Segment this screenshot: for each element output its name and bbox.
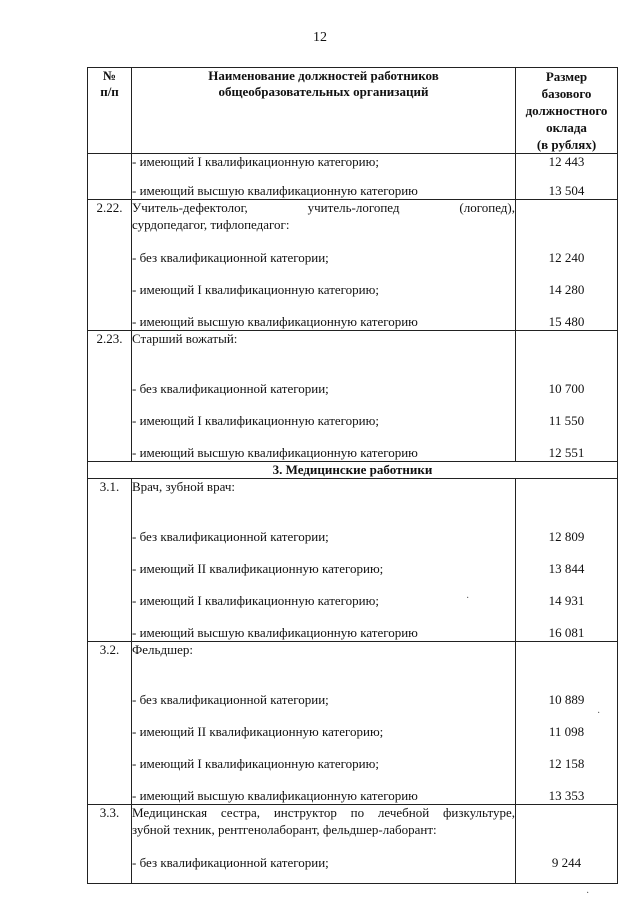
- scan-speck: ·: [466, 593, 470, 604]
- category-item: - имеющий I квалификационную категорию;: [132, 282, 379, 297]
- category-item: - без квалификационной категории;: [132, 855, 329, 870]
- header-amount-line-2: базового: [541, 86, 592, 101]
- header-name-line-1: Наименование должностей работников: [208, 68, 439, 83]
- category-item: - без квалификационной категории;: [132, 250, 329, 265]
- table-row-continuation: [88, 154, 618, 200]
- position-title-line: Медицинская сестра, инструктор по лечебной физкультуре,: [132, 805, 515, 820]
- header-amount-line-1: Размер: [545, 69, 588, 84]
- category-item: - без квалификационной категории;: [132, 692, 329, 707]
- position-title-line: Старший вожатый:: [132, 331, 238, 346]
- row-number: 2.22.: [88, 200, 132, 331]
- section-title: 3. Медицинские работники: [88, 462, 618, 479]
- row-amount-cell: [516, 331, 618, 462]
- header-number: [88, 68, 132, 154]
- row-name-cell: [132, 479, 516, 642]
- header-number-symbol: №: [102, 68, 117, 83]
- row-amount-cell: [516, 200, 618, 331]
- category-item: - имеющий высшую квалификационную категорию: [132, 788, 418, 803]
- position-title-line: Врач, зубной врач:: [132, 479, 235, 494]
- row-amount-cell: [516, 154, 618, 200]
- header-amount-line-5: (в рублях): [536, 137, 597, 152]
- salary-value: 9 244: [551, 855, 582, 870]
- page-number: 12: [313, 30, 327, 45]
- salary-value: 13 504: [548, 183, 585, 198]
- category-item: - имеющий I квалификационную категорию;: [132, 154, 379, 169]
- position-title-line: зубной техник, рентгенолаборант, фельдшер-лаборант:: [132, 822, 437, 837]
- category-item: - без квалификационной категории;: [132, 529, 329, 544]
- salary-value: 12 809: [548, 529, 585, 544]
- category-item: - имеющий II квалификационную категорию;: [132, 561, 384, 576]
- row-amount-cell: [516, 642, 618, 805]
- salary-value: 14 280: [548, 282, 585, 297]
- category-item: - имеющий высшую квалификационную категорию: [132, 314, 418, 329]
- scan-speck: ·: [586, 888, 590, 899]
- category-item: - имеющий высшую квалификационную категорию: [132, 445, 418, 460]
- category-item: - имеющий II квалификационную категорию;: [132, 724, 384, 739]
- category-item: - имеющий высшую квалификационную категорию: [132, 625, 418, 640]
- table-row: [88, 642, 618, 805]
- header-amount-line-4: оклада: [546, 120, 587, 135]
- salary-value: 10 700: [548, 381, 585, 396]
- salary-value: 10 889: [548, 692, 585, 707]
- salary-value: 12 158: [548, 756, 585, 771]
- section-header-row: [88, 462, 618, 479]
- salary-value: 12 443: [548, 154, 585, 169]
- table-row: [88, 200, 618, 331]
- row-name-cell: [132, 331, 516, 462]
- row-number: 3.3.: [88, 805, 132, 884]
- row-number: 3.2.: [88, 642, 132, 805]
- salary-value: 13 353: [548, 788, 585, 803]
- table-row: [88, 331, 618, 462]
- salary-value: 14 931: [548, 593, 585, 608]
- header-salary-amount: [516, 68, 618, 154]
- position-title-line: Учитель-дефектолог, учитель-логопед (логопед),: [132, 200, 515, 215]
- table-row: [88, 805, 618, 884]
- salary-value: 16 081: [548, 625, 585, 640]
- salary-table: [87, 67, 618, 884]
- salary-value: 12 240: [548, 250, 585, 265]
- row-number-cell: [88, 154, 132, 200]
- row-amount-cell: [516, 805, 618, 884]
- row-number: 2.23.: [88, 331, 132, 462]
- position-title-line: Фельдшер:: [132, 642, 193, 657]
- header-position-name: [132, 68, 516, 154]
- header-amount-line-3: должностного: [525, 103, 608, 118]
- row-name-cell: [132, 154, 516, 200]
- category-item: - имеющий I квалификационную категорию;: [132, 593, 379, 608]
- row-number: 3.1.: [88, 479, 132, 642]
- row-amount-cell: [516, 479, 618, 642]
- row-name-cell: [132, 642, 516, 805]
- salary-value: 11 550: [548, 413, 585, 428]
- position-title-line: сурдопедагог, тифлопедагог:: [132, 217, 290, 232]
- category-item: - имеющий высшую квалификационную категорию: [132, 183, 418, 198]
- salary-value: 11 098: [548, 724, 585, 739]
- salary-value: 12 551: [548, 445, 585, 460]
- row-name-cell: [132, 200, 516, 331]
- category-item: - без квалификационной категории;: [132, 381, 329, 396]
- category-item: - имеющий I квалификационную категорию;: [132, 413, 379, 428]
- table-row: [88, 479, 618, 642]
- table-header-row: [88, 68, 618, 154]
- salary-value: 15 480: [548, 314, 585, 329]
- scan-speck: ·: [597, 708, 601, 719]
- category-item: - имеющий I квалификационную категорию;: [132, 756, 379, 771]
- salary-value: 13 844: [548, 561, 585, 576]
- header-number-abbr: п/п: [100, 84, 119, 99]
- row-name-cell: [132, 805, 516, 884]
- header-name-line-2: общеобразовательных организаций: [218, 84, 429, 99]
